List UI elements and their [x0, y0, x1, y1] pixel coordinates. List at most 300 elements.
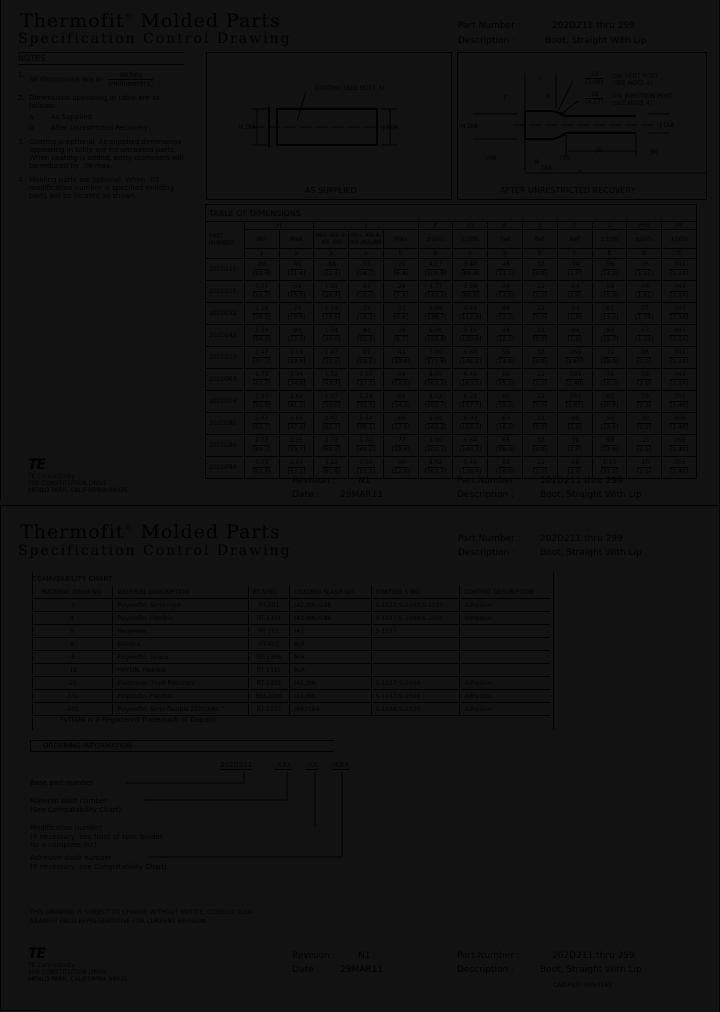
dimension-cell: 2.73 [69.3] — [314, 435, 349, 457]
dimension-cell: .06 [1.52] — [627, 281, 662, 303]
dimension-cell: 6.29 [159.8] — [418, 325, 453, 347]
compat-cell: Polyolefin, Semi-rigid — [113, 599, 249, 612]
dimension-cell: 1.16 [29.5] — [279, 347, 314, 369]
dimension-cell: 5.64 [143.3] — [453, 435, 488, 457]
dimension-cell: .045 [1.14] — [662, 347, 697, 369]
t-label: T — [503, 95, 507, 102]
sheet2-date-label: Date : — [292, 965, 320, 975]
j-dia-label: J DIA — [383, 124, 398, 131]
compat-row — [32, 625, 550, 638]
dimension-cell: 5.46 [138.7] — [418, 303, 453, 325]
sheet1-revision: N1 — [358, 476, 371, 486]
dimension-cell: .04 [1.0] — [557, 259, 592, 281]
part-number-cell: 202D285 — [206, 413, 245, 435]
h-dia-label: H DIA — [461, 123, 478, 130]
compat-cell: N/A — [290, 664, 371, 677]
compat-header: COATING DESCRIPTION — [460, 586, 550, 599]
sheet2-revision: N1 — [358, 951, 371, 961]
compat-cell: RW-2006 — [248, 690, 290, 703]
dimension-cell: .12 [3.0] — [522, 281, 557, 303]
compat-cell: 5 — [32, 625, 113, 638]
sheet1-footer-part-number-label: Part Number : — [457, 476, 520, 486]
compat-cell: -12 — [32, 664, 113, 677]
dimension-cell: .045 [1.14] — [662, 303, 697, 325]
condition-cell: b — [383, 249, 418, 259]
dimension-cell: .74 [18.8] — [279, 303, 314, 325]
table-row — [206, 259, 697, 281]
dimension-cell: .12 [3.0] — [522, 369, 557, 391]
dimension-cell: .12 [3.0] — [522, 391, 557, 413]
dimension-cell: 6.21 [157.7] — [453, 391, 488, 413]
part-number-cell: 202D253 — [206, 347, 245, 369]
code-base: 202D211 — [220, 761, 253, 769]
dimension-cell: 8.00 [203.2] — [418, 413, 453, 435]
part-number-cell: 202D242 — [206, 325, 245, 347]
part-number-cell: 202D221 — [206, 281, 245, 303]
sub-header: ±20% — [627, 230, 662, 249]
dimension-cell: .48 [12.2] — [488, 325, 523, 347]
vent-port-dimension: .12 [3.05] — [585, 71, 604, 86]
te-logo: TE TE Connectivity 300 CONSTITUTION DRIVE MENLO PARK, CALIFORNIA 94025 — [28, 457, 128, 494]
sheet1-date: 29MAR11 — [340, 490, 384, 500]
compat-cell: Polyolefin, Space — [113, 651, 249, 664]
dimension-cell: 4.44 [112.8] — [453, 303, 488, 325]
compat-cell: RT-602 — [248, 638, 290, 651]
sheet2-footer-part-number-label: Part Number : — [457, 951, 520, 961]
dimension-cell: 1.72 [43.7] — [314, 369, 349, 391]
dimension-cell: .63 [16.0] — [488, 457, 523, 479]
dimension-cell: .48 [12.2] — [383, 369, 418, 391]
dimension-cell: 1.34 [34.0] — [314, 325, 349, 347]
r-label: R — [535, 159, 540, 166]
units-fraction: $\frac{\text{inches}}{\text{[millimeters]}}$ — [108, 71, 153, 88]
disclaimer-line-1: THIS DRAWING IS SUBJECT TO CHANGE WITHOUT NOTICE; CONSULT YOUR — [30, 909, 254, 916]
dimension-cell: .10 [2.5] — [627, 413, 662, 435]
sub-header: ±10% — [592, 230, 627, 249]
condition-cell: a — [314, 249, 349, 259]
material-dash-sub: (See Compatability Chart) — [30, 806, 122, 814]
dimension-cell: 1.07 [27.2] — [349, 369, 384, 391]
col-group-s: S — [522, 222, 557, 230]
dimension-cell: .08 [2.0] — [557, 457, 592, 479]
dimensions-table-title: TABLE OF DIMENSIONS — [206, 205, 697, 222]
condition-cell: a — [349, 249, 384, 259]
part-number-cell: 202D286 — [206, 435, 245, 457]
sub-header: Ref — [522, 230, 557, 249]
dimension-cell: .08 [2.0] — [627, 369, 662, 391]
part-number-cell: 202D299 — [206, 457, 245, 479]
dimension-cell: 1.01 [25.7] — [244, 281, 279, 303]
sub-header: Max — [279, 230, 314, 249]
dimension-cell: .75 [19.0] — [592, 369, 627, 391]
condition-cell: b — [453, 249, 488, 259]
dimension-cell: 2.64 [67.1] — [279, 457, 314, 479]
table-row — [206, 391, 697, 413]
compat-cell: S-1017;S-1048;S-1030 — [371, 612, 460, 625]
dimension-cell: .92 [23.4] — [592, 413, 627, 435]
dimension-cell: .12 [3.0] — [522, 303, 557, 325]
compat-cell: /42;/86;/186 — [290, 599, 371, 612]
dimension-cell: .60 [15.2] — [488, 369, 523, 391]
compat-cell: Polyolefin, Semi-flexible ZEROHAL™ — [113, 703, 249, 716]
sub-header: Min — [244, 230, 279, 249]
dimension-cell: 1.23 [31.2] — [592, 457, 627, 479]
compat-cell: RT-1325 — [248, 677, 290, 690]
dimension-cell: 1.54 [39.1] — [349, 413, 384, 435]
compat-cell: -25 — [32, 677, 113, 690]
compat-cell: Adhesive — [460, 677, 550, 690]
part-number-cell: 202D274 — [206, 391, 245, 413]
compat-row — [32, 677, 550, 690]
sheet2-description: Boot, Straight With Lip — [540, 548, 642, 558]
compat-cell: /42;/86 — [290, 690, 371, 703]
modification-sub-2: for a complete list) — [30, 841, 97, 849]
compat-cell: -100 — [32, 703, 113, 716]
sheet1-subtitle: Specification Control Drawing — [18, 31, 292, 47]
compat-cell: RT-501 — [248, 625, 290, 638]
dimension-cell: .38 [9.7] — [383, 325, 418, 347]
sheet1-part-number-label: Part Number : — [458, 21, 521, 31]
hw-label: HW — [486, 155, 497, 162]
compat-cell: S-1017;S-1048 — [371, 690, 460, 703]
ordering-info-title: ORDERING INFORMATION — [30, 740, 334, 752]
dimension-cell: 1.34 [34.0] — [279, 369, 314, 391]
dimension-cell: 2.73 [69.3] — [244, 435, 279, 457]
dimension-cell: 1.47 [37.3] — [314, 347, 349, 369]
sub-header-row — [206, 230, 697, 249]
dimension-cell: 6.03 [153.2] — [453, 413, 488, 435]
compat-cell: RT-1323 — [248, 703, 290, 716]
p-label: P — [578, 169, 582, 176]
dimension-cell: .095 [1.40] — [557, 369, 592, 391]
compat-header: RT SPEC — [248, 586, 290, 599]
sub-header: Ref — [557, 230, 592, 249]
injection-port-label: DIA INJECTION PORT (SEE NOTE 4) — [612, 93, 673, 107]
dimension-cell: 3.22 [81.8] — [244, 457, 279, 479]
sheet1-footer-part-number: 202D211 thru 299 — [540, 476, 623, 486]
compat-cell: RT-1308 — [248, 651, 290, 664]
compat-cell: *VITON, Flexible — [113, 664, 249, 677]
dimension-cell: .90 [22.9] — [383, 457, 418, 479]
compat-chart-title: COMPATABILITY CHART — [32, 575, 113, 583]
sheet2-subtitle: Specification Control Drawing — [18, 543, 292, 559]
sheet2-part-number: 202D211 thru 299 — [540, 534, 623, 544]
material-dash-label: Material dash number — [30, 797, 108, 805]
u-label: U — [538, 75, 543, 82]
compat-header: COATING S NO. — [371, 586, 460, 599]
dimension-cell: 8.00 [203.2] — [418, 435, 453, 457]
sub-header: ±10% — [418, 230, 453, 249]
dimension-cell: 1.16 [29.5] — [314, 303, 349, 325]
notes-section — [18, 52, 184, 200]
compat-cell: Adhesive — [460, 703, 550, 716]
col-group-t: T — [557, 222, 592, 230]
dimension-cell: 3.88 [98.6] — [453, 281, 488, 303]
sheet1-description: Boot, Straight With Lip — [545, 36, 647, 46]
dimension-cell: .56 [14.2] — [592, 259, 627, 281]
dimension-cell: .41 [10.4] — [383, 347, 418, 369]
dimension-cell: 3.40 [86.4] — [453, 259, 488, 281]
dimension-cell: .10 [2.5] — [627, 457, 662, 479]
sheet1-date-label: Date : — [292, 490, 320, 500]
dimension-cell: .055 [1.40] — [662, 457, 697, 479]
dimension-cell: .12 [3.0] — [522, 347, 557, 369]
code-adhesive: /XXX — [332, 761, 349, 769]
jo-label: JO — [596, 147, 603, 154]
te-logo-2: TE TE Connectivity 300 CONSTITUTION DRIVE MENLO PARK, CALIFORNIA 94025 — [28, 946, 128, 983]
compat-cell: RT-1312 — [248, 664, 290, 677]
condition-cell: a — [279, 249, 314, 259]
dimension-cell: .88 [22.4] — [244, 259, 279, 281]
compat-cell — [371, 651, 460, 664]
sub-header: Ref — [488, 230, 523, 249]
compat-cell: -130 — [32, 690, 113, 703]
dimension-cell: 1.85 [47.0] — [279, 413, 314, 435]
sheet1-revision-label: Revision : — [292, 476, 336, 486]
dimension-cell: 5.15 [130.8] — [453, 325, 488, 347]
compat-cell: -3 — [32, 599, 113, 612]
dimension-cell: .59 [15.0] — [279, 281, 314, 303]
dimension-cell: .055 [1.40] — [662, 413, 697, 435]
compat-header: MATERIAL DASH NO. — [32, 586, 113, 599]
condition-row — [206, 249, 697, 259]
sheet2-revision-label: Revision : — [292, 951, 336, 961]
dimension-cell: 1.72 [43.7] — [244, 369, 279, 391]
border-left-2 — [0, 505, 1, 1012]
compat-cell: /86;/184 — [290, 703, 371, 716]
cad-file: CAD FILE: MP97163 — [553, 982, 612, 989]
tan-label-1: TAN — [559, 155, 571, 162]
dimension-cell: .09 [2.3] — [627, 391, 662, 413]
compat-header: COATING SLASH NO. — [290, 586, 371, 599]
dimension-cell: .25 [6.4] — [383, 259, 418, 281]
adhesive-sub: (If necessary, see Compatability Chart) — [30, 863, 168, 871]
compat-cell: 4 — [32, 612, 113, 625]
modification-sub-1: (If necessary, see front of spec binder — [30, 833, 163, 841]
compat-cell: /42;/86;/186 — [290, 612, 371, 625]
after-recovery-caption: AFTER UNRESTRICTED RECOVERY — [500, 186, 636, 195]
dimension-cell: .82 [20.8] — [592, 391, 627, 413]
vent-port-label: DIA VENT PORT (SEE NOTE 4) — [612, 73, 659, 87]
compat-row — [32, 664, 550, 677]
dimension-cell: 8.02 [203.7] — [418, 391, 453, 413]
sheet-divider — [0, 505, 720, 506]
dimension-cell: 2.47 [62.7] — [244, 413, 279, 435]
dimension-cell: 1.47 [37.3] — [244, 347, 279, 369]
col-group-p: P — [418, 222, 453, 230]
dimension-cell: .69 [17.5] — [383, 413, 418, 435]
compat-cell: RT-301 — [248, 599, 290, 612]
dimension-cell: .61 [15.5] — [592, 303, 627, 325]
dimension-cell: 8.02 [203.7] — [418, 457, 453, 479]
dimension-cell: .12 [3.0] — [522, 457, 557, 479]
dimension-cell: .04 [1.0] — [557, 325, 592, 347]
dimension-cell: 4.77 [121.2] — [418, 281, 453, 303]
compat-cell: Elastomer, Fluid Resistant — [113, 677, 249, 690]
sub-header: ±10% — [453, 230, 488, 249]
dimension-cell: .055 [1.40] — [662, 435, 697, 457]
dimensions-table — [205, 204, 697, 479]
dimension-cell: 1.01 [25.7] — [314, 281, 349, 303]
jw-label: JW — [650, 149, 658, 156]
dimension-cell: .46 [11.7] — [488, 259, 523, 281]
dimension-cell: .59 [15.0] — [592, 281, 627, 303]
base-part-label: Base part number — [30, 779, 94, 787]
note-3: 3. Coating is optional. As supplied dimensions appearing in table are for uncoated parts. When coating is added, entry diameters will be reduced by .06 max. — [18, 138, 184, 170]
table-row — [206, 369, 697, 391]
adhesive-label: Adhesive slash number — [30, 854, 112, 862]
compat-cell: N/A — [290, 638, 371, 651]
dimension-cell: 1.34 [34.0] — [244, 325, 279, 347]
dimension-cell: .045 [1.14] — [662, 281, 697, 303]
s-label: S — [546, 93, 550, 100]
dimension-cell: .91 [23.1] — [349, 347, 384, 369]
compat-cell — [460, 625, 550, 638]
compat-cell — [371, 664, 460, 677]
dimension-cell: .045 [1.14] — [662, 369, 697, 391]
condition-cell: b — [627, 249, 662, 259]
dimension-cell: .04 [1.0] — [557, 281, 592, 303]
col-group-u: U — [592, 222, 627, 230]
dimension-cell: 2.35 [59.7] — [279, 435, 314, 457]
compat-cell: 6 — [32, 638, 113, 651]
sheet2-description-label: Description : — [458, 548, 516, 558]
compat-cell: Adhesive — [460, 599, 550, 612]
sheet1-description-label: Description : — [458, 36, 516, 46]
h-dia-label: H DIA — [239, 124, 256, 131]
sheet1-footer-description-label: Description : — [457, 490, 515, 500]
dimension-cell: 4.17 [105.9] — [418, 259, 453, 281]
compat-cell: Neoprene — [113, 625, 249, 638]
compat-cell: S-1017;S-1048;S-1030 — [371, 599, 460, 612]
dimension-cell: .56 [14.2] — [383, 391, 418, 413]
dimension-cell: .07 [1.78] — [627, 303, 662, 325]
sub-header: Max — [383, 230, 418, 249]
dimension-cell: .72 [18.3] — [349, 303, 384, 325]
sheet2-title: Thermofit® Molded Parts — [20, 521, 281, 543]
dimension-cell: .12 [3.0] — [522, 259, 557, 281]
sheet2-footer-part-number: 202D211 thru 299 — [552, 951, 635, 961]
note-1: 1. All dimensions are in $\frac{\text{inches}}{\text{[millimeters]}}$ — [18, 71, 153, 88]
compat-cell: Adhesive — [460, 612, 550, 625]
dimension-cell: .045 [1.14] — [662, 325, 697, 347]
dimension-cell: .71 [18.0] — [592, 347, 627, 369]
after-recovery-drawing — [457, 52, 707, 200]
compat-row — [32, 651, 550, 664]
dimension-cell: .62 [15.7] — [592, 325, 627, 347]
dimension-cell: 5.60 [142.2] — [453, 347, 488, 369]
dimension-cell: .48 [12.2] — [488, 281, 523, 303]
dimension-cell: 2.47 [62.7] — [314, 413, 349, 435]
table-row — [206, 325, 697, 347]
part-number-header: PART NUMBER — [206, 222, 245, 259]
compat-cell — [460, 651, 550, 664]
dimension-cell: .12 [3.0] — [522, 435, 557, 457]
dimension-cell: .12 [3.0] — [522, 325, 557, 347]
modification-label: Modification number — [30, 824, 103, 832]
compat-row — [32, 599, 550, 612]
condition-cell: b — [592, 249, 627, 259]
dimension-cell: 5.45 [138.4] — [453, 457, 488, 479]
dimension-cell: .065 [1.65] — [557, 347, 592, 369]
dimension-cell: .63 [16.0] — [488, 435, 523, 457]
compat-cell: RT-1304 — [248, 612, 290, 625]
dimension-cell: 1.24 [31.5] — [349, 391, 384, 413]
dimension-cell: 6.42 [163.1] — [453, 369, 488, 391]
col-group-r: R — [488, 222, 523, 230]
dimension-cell: .84 [21.3] — [349, 325, 384, 347]
as-supplied-drawing — [206, 52, 452, 200]
dimension-cell: .88 [22.4] — [314, 259, 349, 281]
compat-cell: S-1017;S-1048 — [371, 677, 460, 690]
dimension-cell: .55 [14.0] — [488, 347, 523, 369]
dimension-cell: .055 [1.40] — [662, 391, 697, 413]
dimension-cell: .63 [16.0] — [349, 281, 384, 303]
compat-right-border — [553, 572, 554, 730]
table-row — [206, 413, 697, 435]
col-group-h: H — [244, 222, 314, 230]
dimension-cell: 1.62 [41.2] — [279, 391, 314, 413]
sheet2-footer-description: Boot, Straight With Lip — [540, 965, 642, 975]
disclaimer-line-2: NEAREST FIELD REPRESENTATIVE FOR CURRENT REVISION. — [30, 918, 208, 925]
dimension-cell: .45 [11.4] — [279, 259, 314, 281]
dimension-cell: .93 [23.6] — [592, 435, 627, 457]
condition-cell: b — [522, 249, 557, 259]
col-group-jo: JO — [453, 222, 488, 230]
condition-cell: a — [244, 249, 279, 259]
compat-cell: Adhesive — [460, 690, 550, 703]
col-group-j: J — [314, 222, 418, 230]
dimension-cell: .065 [1.65] — [557, 391, 592, 413]
border-left — [0, 0, 1, 500]
sheet2-date: 29MAR11 — [340, 965, 384, 975]
compat-cell: S-1048;S-1030 — [371, 703, 460, 716]
condition-cell: b — [557, 249, 592, 259]
table-row — [206, 347, 697, 369]
dimension-cell: 1.16 [29.5] — [244, 303, 279, 325]
code-material: -XXX — [275, 761, 292, 769]
compat-cell: Polyolefin, Flexible — [113, 612, 249, 625]
sheet2-part-number-label: Part Number : — [458, 534, 521, 544]
dimension-cell: 8.00 [203.2] — [418, 369, 453, 391]
compat-cell — [460, 664, 550, 677]
dimension-cell: .07 [1.78] — [627, 325, 662, 347]
compat-cell: /42;/86 — [290, 677, 371, 690]
dimension-cell: .08 [2.0] — [557, 435, 592, 457]
dimension-cell: .29 [7.4] — [383, 281, 418, 303]
dimension-cell: .04 [1.0] — [557, 303, 592, 325]
dimension-cell: .33 [8.4] — [383, 303, 418, 325]
dimension-cell: .06 [1.52] — [627, 259, 662, 281]
compat-cell: Polyolefin, Flexible — [113, 690, 249, 703]
dimension-cell: .77 [19.6] — [383, 435, 418, 457]
coating-note: COATING (SEE NOTE 3) — [315, 85, 385, 92]
sheet1-title: Thermofit® Molded Parts — [20, 10, 281, 32]
dimension-cell: 1.97 [50.0] — [314, 391, 349, 413]
j-dia-label: J DIA — [660, 122, 675, 129]
dimension-cell: .55 [14.0] — [349, 259, 384, 281]
table-row — [206, 435, 697, 457]
dimension-cell: 3.22 [81.8] — [314, 457, 349, 479]
compat-row — [32, 690, 550, 703]
compat-header: MATERIAL DESCRIPTION — [113, 586, 249, 599]
compat-cell — [460, 638, 550, 651]
dimension-cell: 2.01 [51.1] — [349, 457, 384, 479]
compat-cell — [371, 638, 460, 651]
compat-row — [32, 638, 550, 651]
dimension-cell: 1.97 [50.0] — [244, 391, 279, 413]
bottom-tick — [0, 1010, 40, 1011]
